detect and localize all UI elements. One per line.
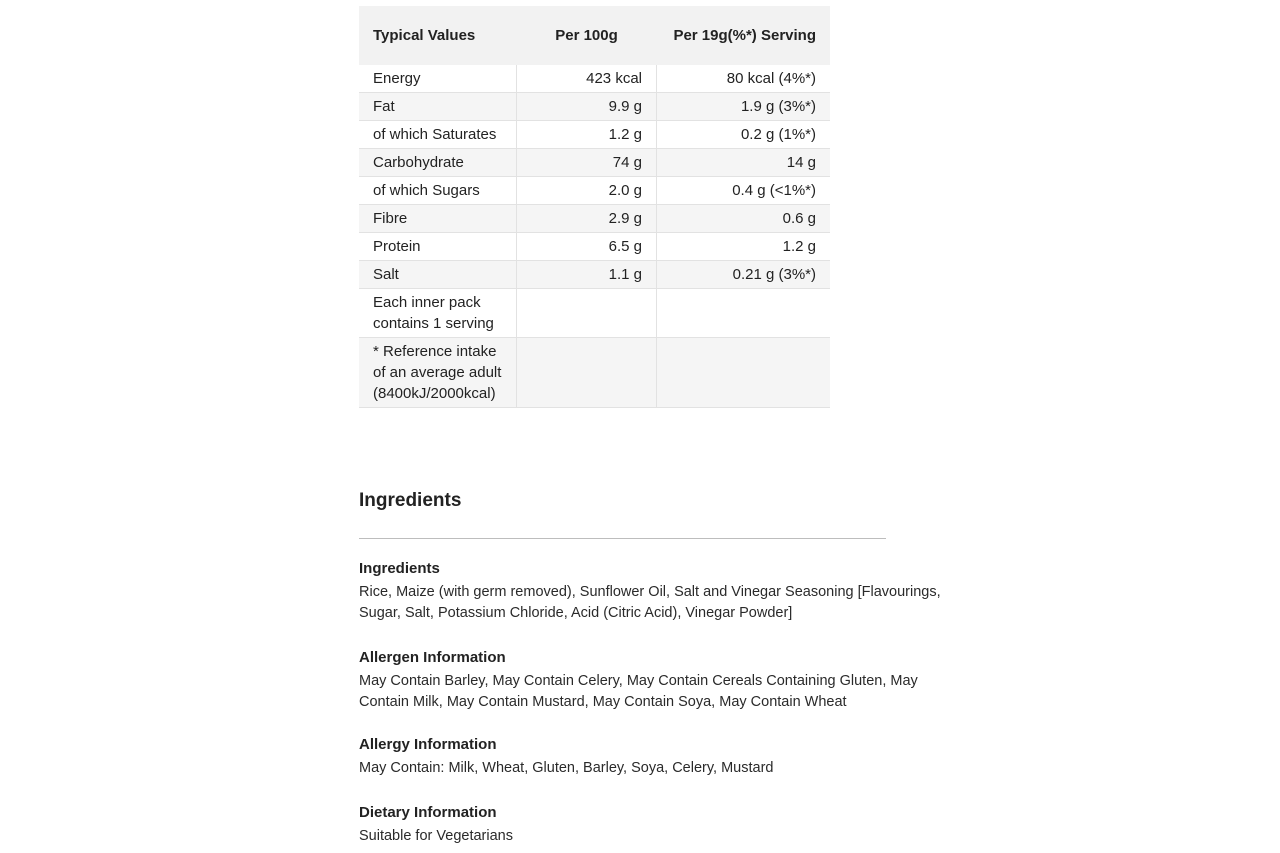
ingredients-block (359, 558, 959, 624)
per-serving-value: 14 g (657, 149, 831, 177)
per-serving-value: 80 kcal (4%*) (657, 65, 831, 93)
per-100g-value: 74 g (517, 149, 657, 177)
table-row (359, 205, 830, 233)
allergy-information-block (359, 734, 959, 779)
allergen-information-block (359, 647, 959, 713)
table-row (359, 121, 830, 149)
per-100g-value: 6.5 g (517, 233, 657, 261)
per-100g-value: 1.2 g (517, 121, 657, 149)
ingredients-heading: Ingredients (359, 490, 462, 511)
table-row (359, 289, 830, 338)
header-typical-values: Typical Values (359, 6, 517, 65)
per-100g-value: 1.1 g (517, 261, 657, 289)
table-row (359, 177, 830, 205)
dietary-information-block (359, 802, 959, 847)
nutrition-header-row (359, 6, 830, 65)
allergen-information-text: May Contain Barley, May Contain Celery, May Contain Cereals Containing Gluten, May Contain Milk, May Contain Mustard, May Contain Soya, May Contain Wheat (359, 673, 918, 710)
allergy-information-text: May Contain: Milk, Wheat, Gluten, Barley, Soya, Celery, Mustard (359, 760, 774, 776)
per-serving-value (657, 338, 831, 408)
section-divider (359, 538, 886, 539)
per-100g-value (517, 338, 657, 408)
per-serving-value: 0.2 g (1%*) (657, 121, 831, 149)
per-100g-value: 9.9 g (517, 93, 657, 121)
table-row (359, 261, 830, 289)
ingredients-label: Ingredients (359, 560, 440, 577)
allergy-information-label: Allergy Information (359, 736, 497, 753)
serving-note: Each inner pack contains 1 serving (359, 289, 517, 338)
per-100g-value (517, 289, 657, 338)
table-row (359, 338, 830, 408)
reference-intake-note: * Reference intake of an average adult (8400kJ/2000kcal) (359, 338, 517, 408)
table-row (359, 93, 830, 121)
dietary-information-text: Suitable for Vegetarians (359, 828, 513, 844)
nutrient-name: of which Saturates (359, 121, 517, 149)
nutrition-table (359, 6, 830, 408)
per-serving-value: 1.9 g (3%*) (657, 93, 831, 121)
header-per-serving: Per 19g(%*) Serving (657, 6, 831, 65)
nutrient-name: Fat (359, 93, 517, 121)
nutrient-name: of which Sugars (359, 177, 517, 205)
per-serving-value: 1.2 g (657, 233, 831, 261)
table-row (359, 149, 830, 177)
table-row (359, 65, 830, 93)
per-100g-value: 2.0 g (517, 177, 657, 205)
per-serving-value: 0.4 g (<1%*) (657, 177, 831, 205)
per-100g-value: 423 kcal (517, 65, 657, 93)
allergen-information-label: Allergen Information (359, 649, 506, 666)
nutrient-name: Fibre (359, 205, 517, 233)
nutrient-name: Protein (359, 233, 517, 261)
dietary-information-label: Dietary Information (359, 804, 497, 821)
table-row (359, 233, 830, 261)
per-serving-value (657, 289, 831, 338)
ingredients-text: Rice, Maize (with germ removed), Sunflower Oil, Salt and Vinegar Seasoning [Flavourings, Sugar, Salt, Potassium Chloride, Acid (Citric Acid), Vinegar Powder] (359, 584, 941, 621)
nutrient-name: Carbohydrate (359, 149, 517, 177)
per-serving-value: 0.6 g (657, 205, 831, 233)
nutrient-name: Salt (359, 261, 517, 289)
per-100g-value: 2.9 g (517, 205, 657, 233)
per-serving-value: 0.21 g (3%*) (657, 261, 831, 289)
header-per-100g: Per 100g (517, 6, 657, 65)
nutrient-name: Energy (359, 65, 517, 93)
